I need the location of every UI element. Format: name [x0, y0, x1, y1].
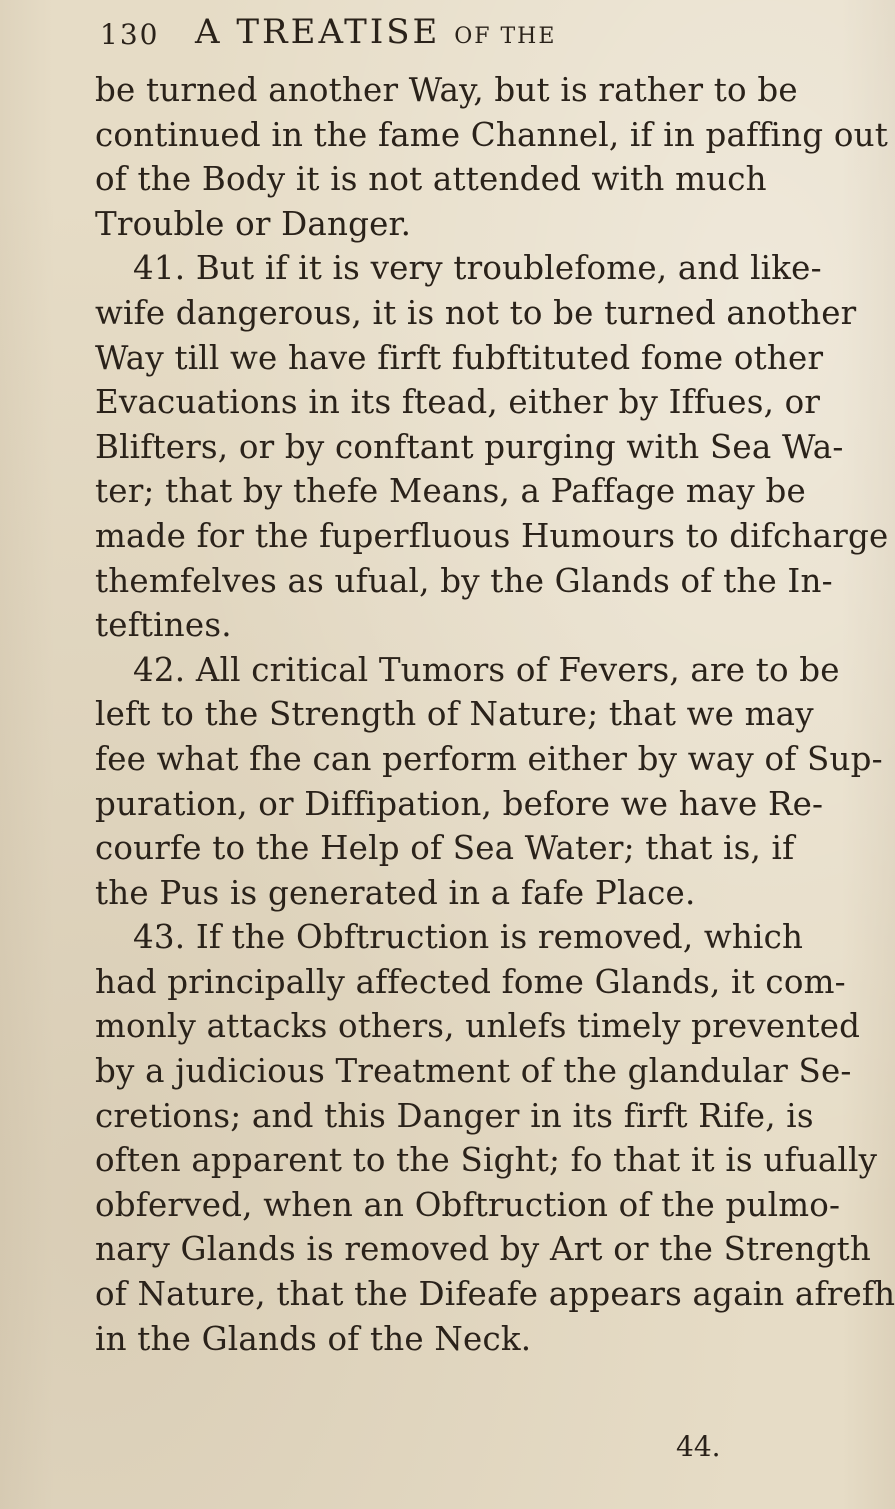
text-line: Evacuations in its ftead, either by Iffues, or	[95, 383, 821, 422]
running-head	[100, 10, 740, 66]
text-line: puration, or Diffipation, before we have Re-	[95, 784, 824, 823]
text-line: teftines.	[95, 606, 232, 645]
running-title-small: OF THE	[454, 24, 557, 49]
text-line: be turned another Way, but is rather to be	[95, 71, 798, 109]
text-line: Way till we have firft fubftituted fome other	[95, 338, 824, 377]
text-line: in the Glands of the Neck.	[95, 1319, 532, 1358]
text-line: Blifters, or by conftant purging with Sea Wa-	[95, 427, 844, 466]
text-line: made for the fuperfluous Humours to difcharge	[95, 516, 889, 555]
text-line: of Nature, that the Difeafe appears again afrefh	[95, 1275, 895, 1314]
paragraph-43-start: 43. If the Obftruction is removed, which	[133, 918, 804, 957]
text-line: by a judicious Treatment of the glandular Se-	[95, 1052, 852, 1091]
text-line: obferved, when an Obftruction of the pulmo-	[95, 1185, 841, 1224]
text-line: Trouble or Danger.	[95, 204, 412, 243]
catchword: 44.	[676, 1430, 721, 1463]
text-line: courfe to the Help of Sea Water; that is, if	[95, 829, 795, 868]
text-line: wife dangerous, it is not to be turned another	[95, 293, 857, 332]
running-title	[195, 12, 556, 52]
text-line: the Pus is generated in a fafe Place.	[95, 873, 696, 912]
text-line: cretions; and this Danger in its firft Rife, is	[95, 1096, 814, 1135]
text-line: left to the Strength of Nature; that we may	[95, 695, 814, 734]
page-number: 130	[100, 18, 160, 51]
text-line: ter; that by thefe Means, a Paffage may be	[95, 472, 806, 511]
paragraph-41-start: 41. But if it is very troublefome, and like-	[133, 249, 822, 288]
text-line: continued in the fame Channel, if in paffing out	[95, 115, 888, 154]
text-line: often apparent to the Sight; fo that it is ufually	[95, 1141, 878, 1180]
text-line: themfelves as ufual, by the Glands of the In-	[95, 561, 833, 600]
text-line: monly attacks others, unlefs timely prevented	[95, 1007, 861, 1046]
text-line: fee what fhe can perform either by way of Sup-	[95, 739, 883, 778]
text-line: had principally affected fome Glands, it com-	[95, 962, 846, 1001]
text-line: of the Body it is not attended with much	[95, 160, 767, 199]
paragraph-42-start: 42. All critical Tumors of Fevers, are to be	[133, 650, 840, 689]
running-title-main: A TREATISE	[195, 12, 441, 52]
text-line: nary Glands is removed by Art or the Strength	[95, 1230, 872, 1269]
body-text	[95, 68, 895, 1361]
